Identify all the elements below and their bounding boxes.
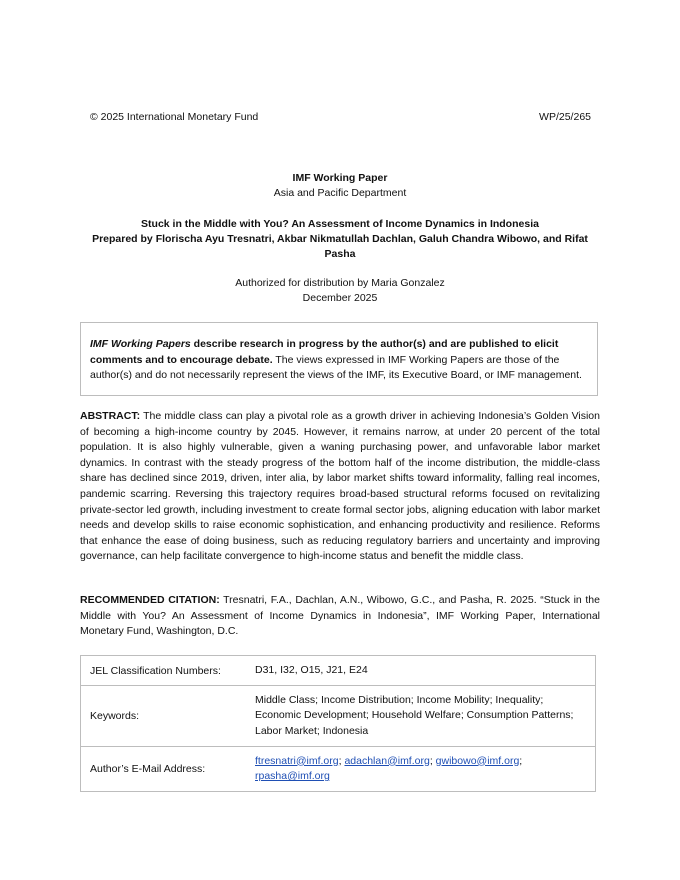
author-list: Prepared by Florischa Ayu Tresnatri, Akbar Nikmatullah Dachlan, Galuh Chandra Wibowo, and Rifat Pasha [92, 233, 588, 260]
email-separator: ; [429, 754, 436, 767]
table-row [81, 746, 595, 791]
table-row [81, 685, 595, 746]
jel-label: JEL Classification Numbers: [90, 664, 221, 677]
disclaimer-body: The views expressed in IMF Working Papers are those of the author(s) and do not necessarily represent the views of the IMF, its Executive Board, or IMF management. [90, 353, 582, 381]
department-name: Asia and Pacific Department [273, 187, 407, 199]
table-row [81, 656, 595, 685]
publication-date: December 2025 [302, 292, 378, 304]
abstract-label: ABSTRACT: [80, 410, 141, 422]
email-separator: ; [338, 754, 345, 767]
email-label: Author’s E-Mail Address: [90, 763, 206, 775]
authorized-by: Authorized for distribution by Maria Gonzalez [235, 277, 445, 289]
disclaimer-box [80, 322, 598, 396]
abstract-text: The middle class can play a pivotal role as a growth driver in achieving Indonesia’s Golden Vision of becoming a high-income country by 2045. However, it remains narrow, at under 20 percent of the total population. It is also highly vulnerable, given a waning purchasing power, and unfavorable labor market dynamics. In contrast with the steady progress of the bottom half of the income distribution, the middle-class share has declined since 2019, driven, inter alia, by labor market shifts toward informality, falling real incomes, pandemic scarring. Reversing this trajectory requires broad-based structural reforms focused on revitalizing private-sector led growth, including investment to create formal sector jobs, aligning education with labor market needs and develop skills to raise economic sophistication, and enhancing productivity and resilience. Reforms that enhance the ease of doing business, such as reducing regulatory barriers and uncertainty and improving governance, can help facilitate convergence to high-income status and benefit the middle class. [80, 410, 600, 563]
email-separator: ; [519, 754, 523, 767]
citation-label: RECOMMENDED CITATION: [80, 594, 220, 606]
info-table [80, 655, 596, 792]
email-link-dachlan[interactable]: adachlan@imf.org [344, 754, 430, 767]
paper-number: WP/25/265 [539, 111, 591, 123]
header-row [90, 111, 591, 124]
email-list [255, 747, 595, 791]
keywords-label: Keywords: [90, 710, 140, 722]
email-link-pasha[interactable]: rpasha@imf.org [255, 770, 330, 782]
citation-paragraph [80, 593, 600, 640]
email-link-tresnatri[interactable]: ftresnatri@imf.org [255, 754, 339, 767]
paper-title: Stuck in the Middle with You? An Assessment of Income Dynamics in Indonesia [141, 218, 539, 230]
disclaimer-lead: describe research in progress by the author(s) and are published to elicit comments and to encourage debate. [90, 338, 559, 366]
jel-value: D31, I32, O15, J21, E24 [255, 663, 368, 676]
citation-text: Tresnatri, F.A., Dachlan, A.N., Wibowo, G.C., and Pasha, R. 2025. “Stuck in the Middle with You? An Assessment of Income Dynamics in Indonesia”, IMF Working Paper, International Monetary Fund, Washington, D.C. [80, 594, 600, 638]
abstract-paragraph [80, 409, 600, 565]
series-title: IMF Working Paper [292, 172, 388, 184]
email-link-wibowo[interactable]: gwibowo@imf.org [435, 754, 520, 767]
disclaimer-lead-italic: IMF Working Papers [90, 338, 191, 350]
copyright-text: © 2025 International Monetary Fund [90, 111, 259, 123]
keywords-value: Middle Class; Income Distribution; Income Mobility; Inequality; Economic Development; Household Welfare; Consumption Patterns; Labor Market; Indonesia [255, 693, 574, 737]
